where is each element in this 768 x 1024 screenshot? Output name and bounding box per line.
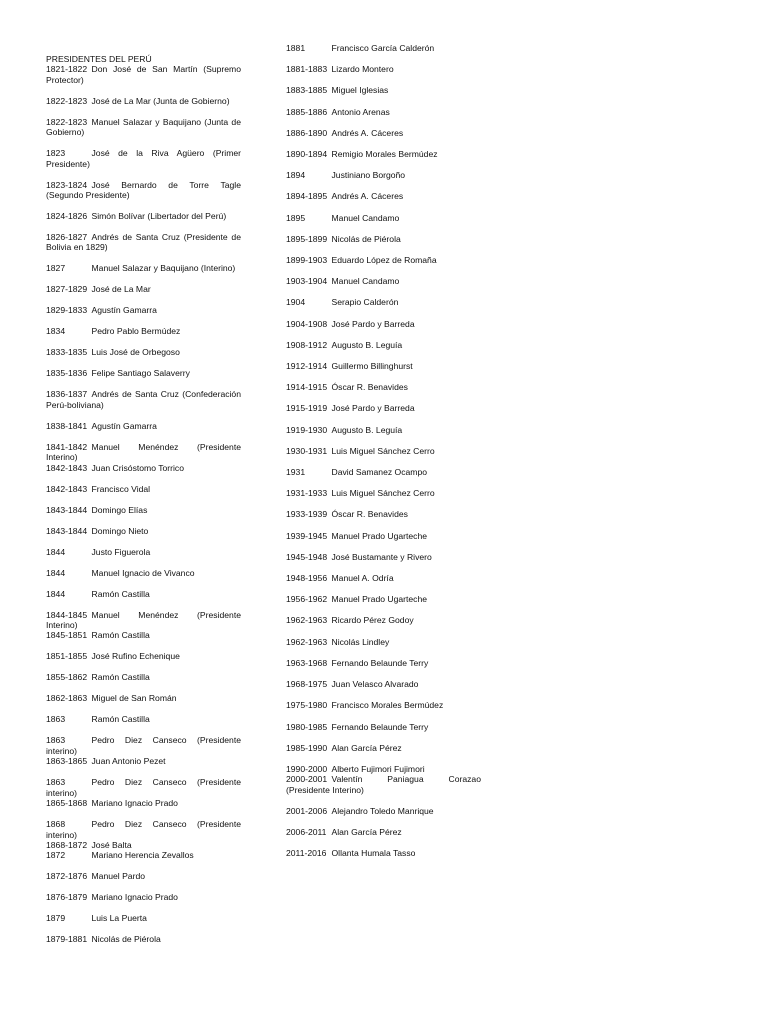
president-name: Pedro Pablo Bermúdez (91, 326, 181, 337)
president-name: Augusto B. Leguía (331, 424, 403, 435)
president-name: Alejandro Toledo Manrique (331, 805, 434, 816)
president-entry (286, 467, 481, 477)
president-name: Nicolás Lindley (331, 636, 390, 647)
president-entry (286, 319, 481, 329)
president-entry (286, 128, 481, 138)
president-name: Domingo Elías (91, 504, 148, 515)
term-years: 1829-1833 (46, 305, 88, 316)
president-entry (286, 573, 481, 583)
president-entry (286, 85, 481, 95)
president-name: José de la Riva Agüero (Primer Presidente) (46, 148, 241, 169)
president-name: Alan García Pérez (331, 742, 402, 753)
president-name: Juan Velasco Alvarado (331, 679, 419, 690)
president-name: Ricardo Pérez Godoy (331, 615, 414, 626)
term-years: 1912-1914 (286, 361, 328, 372)
president-entry (46, 892, 241, 902)
president-entry (46, 547, 241, 557)
president-entry (286, 827, 481, 837)
president-entry (286, 774, 481, 795)
president-name: Pedro Diez Canseco (Presidente interino) (46, 819, 241, 840)
president-name: Andrés A. Cáceres (331, 127, 404, 138)
term-years: 1845-1851 (46, 630, 88, 641)
term-years: 1886-1890 (286, 127, 328, 138)
term-years: 1868-1872 (46, 839, 88, 850)
term-years: 1895-1899 (286, 233, 328, 244)
president-name: Ollanta Humala Tasso (331, 848, 416, 859)
term-years: 1879-1881 (46, 934, 88, 945)
president-name: José Rufino Echenique (91, 651, 180, 662)
term-years: 1990-2000 (286, 763, 328, 774)
president-name: Antonio Arenas (331, 106, 390, 117)
president-entry (286, 64, 481, 74)
president-entry (46, 347, 241, 357)
president-entry (46, 305, 241, 315)
president-entry (286, 191, 481, 201)
president-name: Manuel Salazar y Baquijano (Interino) (91, 263, 236, 274)
term-years: 1844 (46, 567, 66, 578)
president-entry (46, 714, 241, 724)
president-name: Manuel Prado Ugarteche (331, 530, 428, 541)
president-name: José Balta (91, 839, 132, 850)
term-years: 1894 (286, 170, 306, 181)
term-years: 1826-1827 (46, 232, 88, 243)
term-years: 1881 (286, 43, 306, 53)
term-years: 1834 (46, 326, 66, 337)
term-years: 1838-1841 (46, 420, 88, 431)
president-name: Francisco García Calderón (331, 43, 435, 53)
term-years: 1930-1931 (286, 445, 328, 456)
term-years: 1863 (46, 735, 66, 746)
president-entry (46, 148, 241, 169)
president-name: Manuel A. Odría (331, 573, 394, 584)
term-years: 1985-1990 (286, 742, 328, 753)
president-entry (286, 637, 481, 647)
term-years: 1919-1930 (286, 424, 328, 435)
president-name: Justiniano Borgoño (331, 170, 406, 181)
president-entry (46, 421, 241, 431)
term-years: 1844 (46, 546, 66, 557)
term-years: 1863 (46, 714, 66, 725)
term-years: 1881-1883 (286, 64, 328, 75)
president-entry (286, 679, 481, 689)
term-years: 1876-1879 (46, 892, 88, 903)
president-entry (46, 735, 241, 756)
president-entry (286, 806, 481, 816)
president-name: Juan Crisóstomo Torrico (91, 462, 184, 473)
term-years: 1903-1904 (286, 276, 328, 287)
president-name: Simón Bolívar (Libertador del Perú) (91, 211, 227, 222)
term-years: 1962-1963 (286, 615, 328, 626)
term-years: 1872-1876 (46, 871, 88, 882)
term-years: 1842-1843 (46, 483, 88, 494)
president-name: Luis José de Orbegoso (91, 347, 180, 358)
president-name: José Pardo y Barreda (331, 318, 415, 329)
term-years: 1933-1939 (286, 509, 328, 520)
president-entry (46, 64, 241, 85)
term-years: 1833-1835 (46, 347, 88, 358)
president-entry (46, 232, 241, 253)
president-entry (46, 463, 241, 473)
president-entry (46, 568, 241, 578)
term-years: 1904-1908 (286, 318, 328, 329)
term-years: 2006-2011 (286, 827, 327, 838)
president-name: Domingo Nieto (91, 525, 149, 536)
president-entry (286, 509, 481, 519)
term-years: 1963-1968 (286, 657, 328, 668)
term-years: 1914-1915 (286, 382, 328, 393)
term-years: 1939-1945 (286, 530, 328, 541)
president-entry (286, 43, 481, 53)
president-name: Pedro Diez Canseco (Presidente interino) (46, 735, 241, 756)
term-years: 1844 (46, 588, 66, 599)
president-name: Óscar R. Benavides (331, 509, 408, 520)
president-entry (286, 361, 481, 371)
president-name: Ramón Castilla (91, 672, 150, 683)
president-entry (46, 442, 241, 463)
president-entry (46, 672, 241, 682)
president-name: Alan García Pérez (331, 827, 402, 838)
president-entry (46, 368, 241, 378)
term-years: 1821-1822 (46, 64, 88, 75)
president-name: Manuel Menéndez (Presidente Interino) (46, 609, 241, 631)
president-name: Ramón Castilla (91, 588, 150, 599)
president-entry (286, 658, 481, 668)
term-years: 1823-1824 (46, 179, 88, 190)
president-entry (286, 425, 481, 435)
president-entry (46, 651, 241, 661)
president-entry (286, 340, 481, 350)
term-years: 1862-1863 (46, 693, 88, 704)
term-years: 1822-1823 (46, 95, 88, 106)
presidents-list-left (46, 64, 241, 944)
presidents-list-right (286, 43, 481, 859)
president-name: Miguel Iglesias (331, 85, 389, 96)
president-entry (286, 488, 481, 498)
term-years: 1879 (46, 913, 66, 924)
president-name: Manuel Salazar y Baquijano (Junta de Gobierno) (46, 116, 241, 138)
president-entry (286, 552, 481, 562)
president-name: Felipe Santiago Salaverry (91, 368, 190, 379)
president-name: José Bustamante y Rivero (331, 551, 432, 562)
president-entry (46, 777, 241, 798)
president-name: Mariano Herencia Zevallos (91, 850, 194, 861)
president-entry (286, 234, 481, 244)
president-entry (46, 589, 241, 599)
president-name: Manuel Prado Ugarteche (331, 594, 428, 605)
president-entry (46, 211, 241, 221)
term-years: 1948-1956 (286, 573, 328, 584)
term-years: 1894-1895 (286, 191, 328, 202)
president-entry (286, 255, 481, 265)
president-entry (286, 722, 481, 732)
term-years: 1915-1919 (286, 403, 328, 414)
president-name: José de La Mar (Junta de Gobierno) (91, 95, 230, 106)
president-name: Luis Miguel Sánchez Cerro (331, 445, 435, 456)
president-entry (286, 848, 481, 858)
term-years: 1843-1844 (46, 504, 88, 515)
president-entry (286, 403, 481, 413)
term-years: 1931 (286, 467, 306, 478)
president-name: Manuel Candamo (331, 212, 400, 223)
president-entry (46, 850, 241, 860)
term-years: 1863-1865 (46, 756, 88, 767)
president-name: Augusto B. Leguía (331, 339, 403, 350)
term-years: 1836-1837 (46, 389, 88, 400)
president-entry (46, 819, 241, 840)
term-years: 2001-2006 (286, 805, 328, 816)
president-name: Andrés de Santa Cruz (Presidente de Bolivia en 1829) (46, 232, 241, 253)
president-entry (286, 446, 481, 456)
president-entry (46, 526, 241, 536)
president-entry (46, 693, 241, 703)
term-years: 1865-1868 (46, 798, 88, 809)
right-column (286, 43, 481, 870)
term-years: 1855-1862 (46, 672, 88, 683)
president-entry (46, 840, 241, 850)
president-name: Juan Antonio Pezet (91, 756, 166, 767)
president-entry (46, 934, 241, 944)
left-column (46, 54, 241, 955)
term-years: 1822-1823 (46, 116, 88, 127)
president-name: Agustín Gamarra (91, 420, 157, 431)
president-entry (286, 276, 481, 286)
president-entry (286, 213, 481, 223)
president-entry (286, 297, 481, 307)
president-name: Fernando Belaunde Terry (331, 721, 429, 732)
term-years: 1962-1963 (286, 636, 328, 647)
term-years: 1863 (46, 777, 66, 788)
president-entry (46, 284, 241, 294)
president-name: Justo Figuerola (91, 546, 151, 557)
president-name: Alberto Fujimori Fujimori (331, 763, 425, 774)
term-years: 1908-1912 (286, 339, 328, 350)
president-name: Eduardo López de Romaña (331, 255, 437, 266)
president-name: José de La Mar (91, 284, 151, 295)
term-years: 1868 (46, 819, 66, 830)
term-years: 1883-1885 (286, 85, 328, 96)
president-entry (286, 615, 481, 625)
term-years: 1844-1845 (46, 609, 88, 620)
president-entry (46, 180, 241, 201)
term-years: 1841-1842 (46, 441, 88, 452)
term-years: 1975-1980 (286, 700, 328, 711)
president-entry (46, 798, 241, 808)
term-years: 1824-1826 (46, 211, 88, 222)
term-years: 1945-1948 (286, 551, 328, 562)
president-name: Francisco Vidal (91, 483, 151, 494)
president-name: Agustín Gamarra (91, 305, 157, 316)
president-entry (286, 107, 481, 117)
term-years: 1899-1903 (286, 255, 328, 266)
president-name: Francisco Morales Bermúdez (331, 700, 444, 711)
president-entry (46, 96, 241, 106)
president-entry (286, 382, 481, 392)
president-name: Guillermo Billinghurst (331, 361, 413, 372)
term-years: 1968-1975 (286, 679, 328, 690)
president-entry (286, 594, 481, 604)
term-years: 1835-1836 (46, 368, 88, 379)
president-name: Miguel de San Román (91, 693, 177, 704)
president-name: José Bernardo de Torre Tagle (Segundo Presidente) (46, 179, 241, 201)
president-name: Óscar R. Benavides (331, 382, 408, 393)
term-years: 1931-1933 (286, 488, 328, 499)
president-name: Mariano Ignacio Prado (91, 798, 178, 809)
president-name: José Pardo y Barreda (331, 403, 415, 414)
president-name: Ramón Castilla (91, 714, 150, 725)
president-name: Fernando Belaunde Terry (331, 657, 429, 668)
president-entry (286, 531, 481, 541)
term-years: 1842-1843 (46, 462, 88, 473)
president-name: Andrés A. Cáceres (331, 191, 404, 202)
term-years: 1956-1962 (286, 594, 328, 605)
president-entry (286, 149, 481, 159)
term-years: 1890-1894 (286, 149, 328, 160)
president-entry (46, 484, 241, 494)
president-name: Valentín Paniagua Corazao (Presidente Interino) (286, 774, 481, 795)
president-entry (286, 764, 481, 774)
president-name: Serapio Calderón (331, 297, 399, 308)
term-years: 1823 (46, 148, 66, 159)
document-title: PRESIDENTES DEL PERÚ (46, 54, 152, 64)
term-years: 1851-1855 (46, 651, 88, 662)
term-years: 2011-2016 (286, 848, 327, 859)
term-years: 1827-1829 (46, 284, 88, 295)
president-name: Luis La Puerta (91, 913, 147, 924)
president-name: Manuel Ignacio de Vivanco (91, 567, 195, 578)
term-years: 1885-1886 (286, 106, 328, 117)
president-entry (46, 505, 241, 515)
president-entry (286, 170, 481, 180)
president-name: Manuel Candamo (331, 276, 400, 287)
president-name: David Samanez Ocampo (331, 467, 428, 478)
president-name: Nicolás de Piérola (91, 934, 161, 945)
president-name: Don José de San Martín (Supremo Protector) (46, 64, 241, 85)
president-name: Luis Miguel Sánchez Cerro (331, 488, 435, 499)
president-entry (46, 326, 241, 336)
term-years: 2000-2001 (286, 774, 328, 785)
president-entry (286, 743, 481, 753)
term-years: 1895 (286, 212, 306, 223)
president-name: Andrés de Santa Cruz (Confederación Perú-boliviana) (46, 389, 241, 410)
president-entry (46, 871, 241, 881)
president-name: Mariano Ignacio Prado (91, 892, 178, 903)
term-years: 1980-1985 (286, 721, 328, 732)
president-entry (46, 263, 241, 273)
president-entry (46, 756, 241, 766)
president-name: Manuel Pardo (91, 871, 146, 882)
president-entry (46, 630, 241, 640)
president-name: Ramón Castilla (91, 630, 150, 641)
term-years: 1843-1844 (46, 525, 88, 536)
president-entry (286, 700, 481, 710)
term-years: 1904 (286, 297, 306, 308)
president-name: Pedro Diez Canseco (Presidente interino) (46, 777, 241, 798)
term-years: 1872 (46, 850, 66, 861)
president-name: Nicolás de Piérola (331, 233, 401, 244)
term-years: 1827 (46, 263, 66, 274)
president-entry (46, 610, 241, 631)
president-entry (46, 913, 241, 923)
president-name: Manuel Menéndez (Presidente Interino) (46, 441, 241, 463)
president-name: Remigio Morales Bermúdez (331, 149, 438, 160)
president-name: Lizardo Montero (331, 64, 394, 75)
president-entry (46, 117, 241, 138)
president-entry (46, 389, 241, 410)
